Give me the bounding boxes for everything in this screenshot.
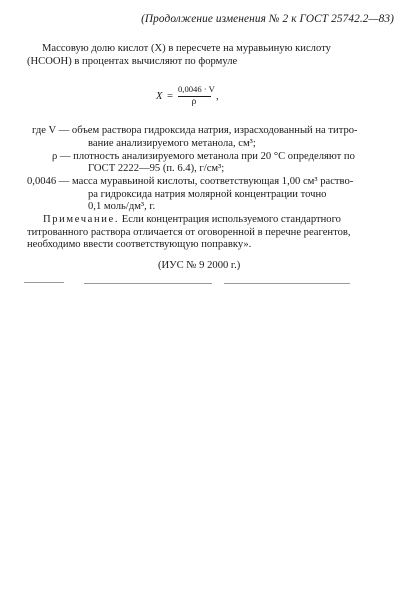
formula [156,84,236,114]
intro-line-1: Массовую долю кислот (X) в пересчете на муравьиную кислоту [42,43,331,54]
intro-line-2: (HCOOH) в процентах вычисляют по формуле [27,56,238,67]
separator-rule-left [24,282,64,283]
note-line-1-text: Если концентрация используемого стандартного [119,214,341,225]
definition-rho-line-2: ГОСТ 2222—95 (п. 6.4), г/см³; [88,163,225,174]
definition-rho-line-1: ρ — плотность анализируемого метанола при 20 °С определяют по [52,151,355,162]
definition-v-line-2: вание анализируемого метанола, см³; [88,138,256,149]
definition-mass-line-2: ра гидроксида натрия молярной концентрации точно [88,189,327,200]
definition-mass-line-1: 0,0046 — масса муравьиной кислоты, соответствующая 1,00 см³ раство- [27,176,354,187]
formula-lhs: X [156,91,163,102]
note-line-1 [43,213,341,226]
definition-v-line-1: где V — объем раствора гидроксида натрия, израсходованный на титро- [32,125,358,136]
formula-numerator: 0,0046 · V [178,84,215,94]
note-line-3: необходимо ввести соответствующую поправку». [27,239,252,250]
formula-denominator: ρ [191,97,197,107]
formula-equals: = [167,91,173,102]
ius-reference: (ИУС № 9 2000 г.) [158,260,241,271]
formula-trailing-comma: , [216,91,219,102]
separator-rule-right [224,283,350,284]
note-label: Примечание. [43,214,120,225]
definition-mass-line-3: 0,1 моль/дм³, г. [88,201,156,212]
continuation-header: (Продолжение изменения № 2 к ГОСТ 25742.2—83) [141,13,394,25]
note-line-2: титрованного раствора отличается от оговоренной в перечне реагентов, [27,227,351,238]
separator-rule-middle [84,283,212,284]
